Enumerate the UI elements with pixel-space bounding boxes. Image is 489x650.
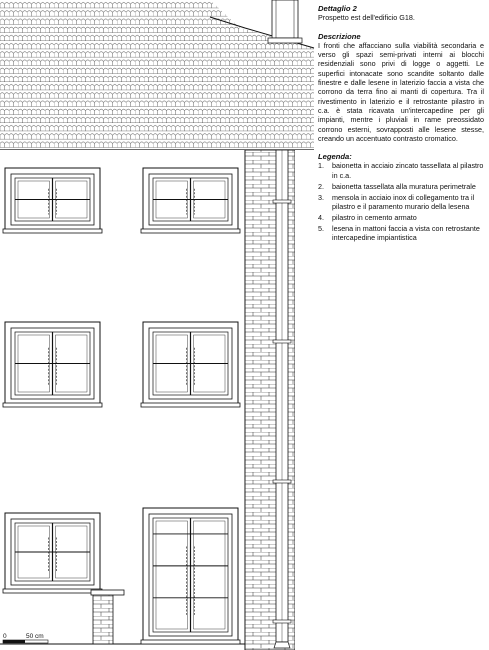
window xyxy=(141,322,240,407)
window xyxy=(141,168,240,233)
legend-item: 3. mensola in acciaio inox di collegamento tra il pilastro e il paramento murario della lesena xyxy=(318,192,475,211)
legend-item: 1. baionetta in acciaio zincato tassellata al pilastro in c.a. xyxy=(318,161,484,180)
window xyxy=(3,513,102,593)
window xyxy=(3,322,102,407)
description-panel xyxy=(318,4,484,244)
scale-fifty-label: 50 cm xyxy=(26,633,44,640)
window xyxy=(3,168,102,233)
window xyxy=(141,508,240,644)
chimney xyxy=(268,0,302,43)
legend-heading: Legenda: xyxy=(318,152,352,162)
scale-zero-label: 0 xyxy=(3,633,7,640)
legend-item: 4. pilastro in cemento armato xyxy=(318,212,417,222)
scale-bar xyxy=(3,640,48,643)
detail-subtitle: Prospetto est dell'edificio G18. xyxy=(318,13,415,23)
detail-title: Dettaglio 2 xyxy=(318,4,357,13)
roof-tiles xyxy=(0,0,314,150)
description-heading: Descrizione xyxy=(318,31,361,41)
legend-list xyxy=(318,161,484,242)
legend-item: 2. baionetta tassellata alla muratura perimetrale xyxy=(318,181,476,191)
downpipe xyxy=(273,150,291,648)
description-text: I fronti che affacciano sulla viabilità secondaria e verso gli spazi semi-privati interni ai blocchi residenziali sono privi di logge o aggetti. Le superfici intonacate sono scandite soltanto dalle finestre e dalle lesene in laterizio faccia a vista che corrono da terra fino ai manti di copertura. Tra il rivestimento in laterizio e il retrostante pilastro in c.a. è stata ricavata un'intercapedine per gli impianti, mentre i pluviali in rame preossidato corrono esterni, sovrapposti alle lesene stesse, creando un accentuato contrasto cromatico. xyxy=(318,40,484,143)
legend-item: 5. lesena in mattoni faccia a vista con retrostante intercapedine impiantistica xyxy=(318,223,480,242)
